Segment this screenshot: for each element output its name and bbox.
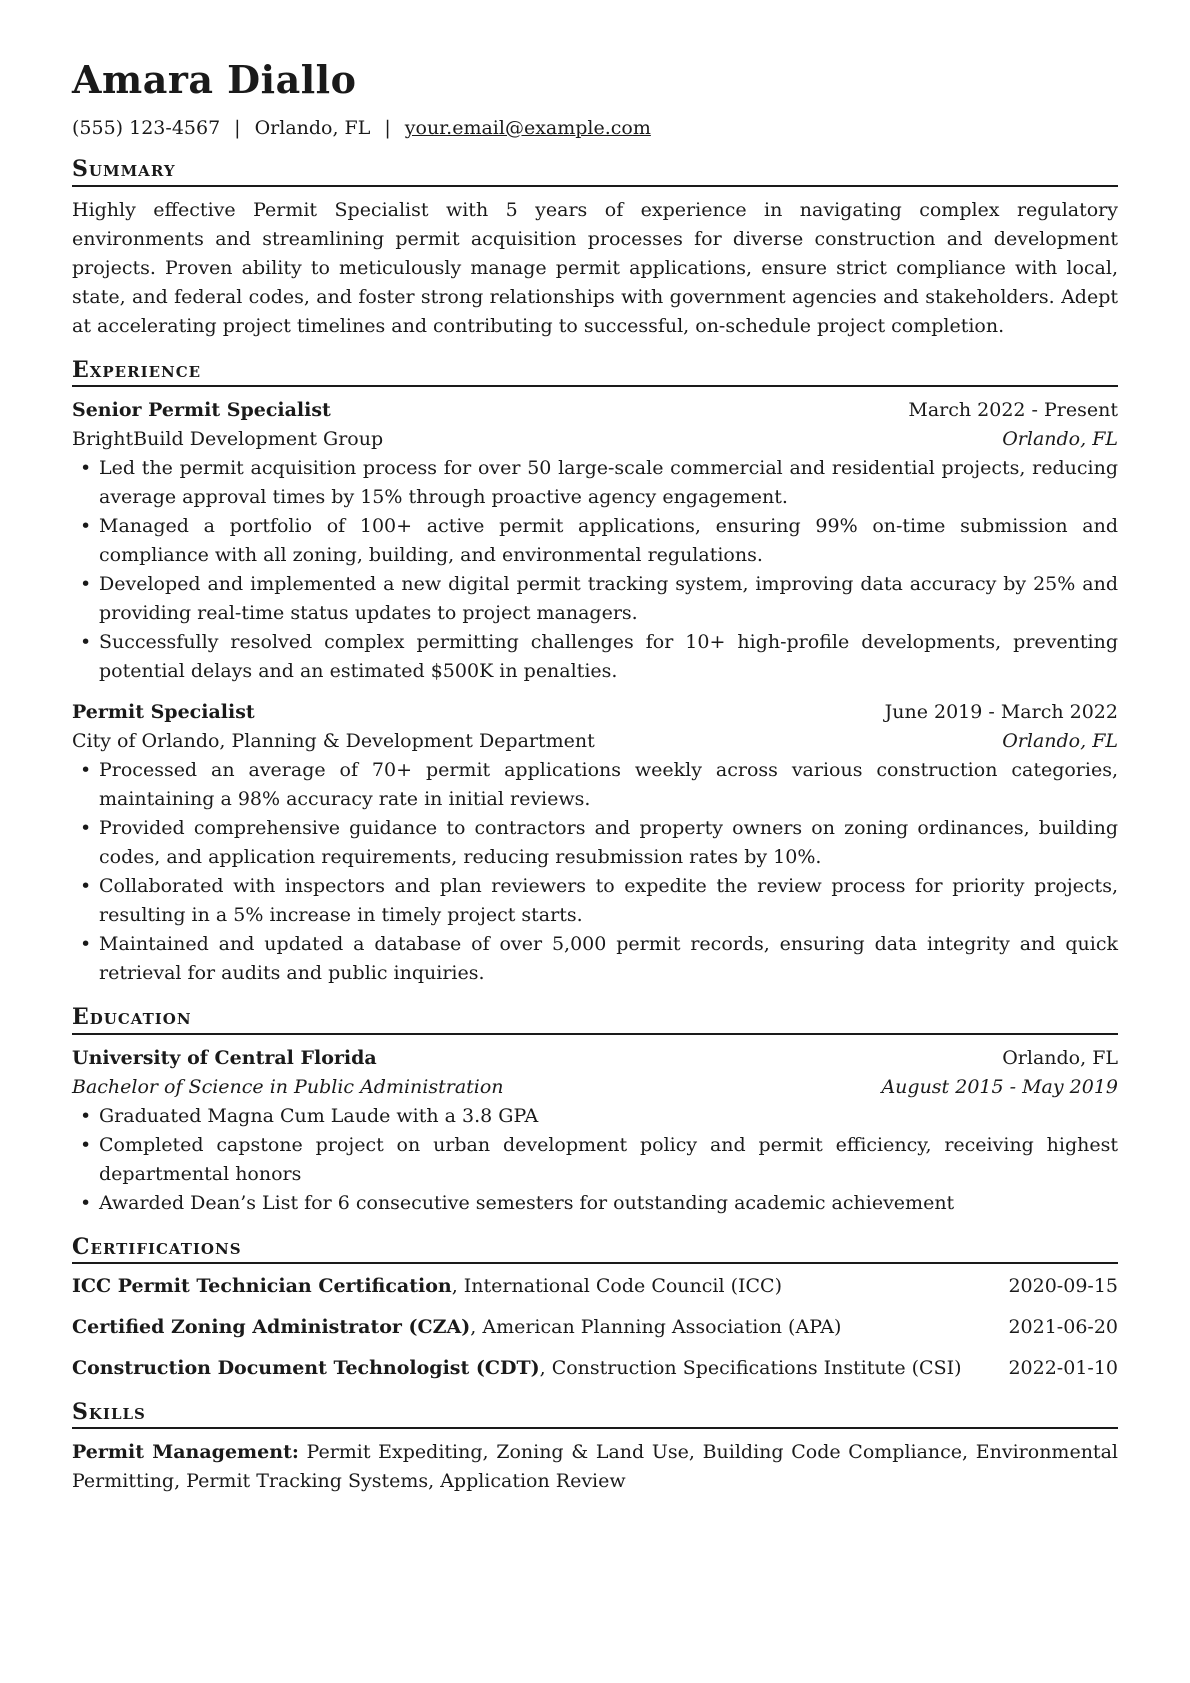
section-title-experience: Experience <box>72 357 1118 387</box>
degree: Bachelor of Science in Public Administration <box>72 1075 504 1098</box>
cert-issuer: , American Planning Association (APA) <box>470 1315 842 1338</box>
cert-name: ICC Permit Technician Certification <box>72 1274 452 1297</box>
bullet-item: • Processed an average of 70+ permit applications weekly across various construction categories, maintaining a 98% accuracy rate in initial reviews. <box>72 756 1118 814</box>
education-bullets <box>72 1102 1118 1218</box>
section-title-skills: Skills <box>72 1399 1118 1429</box>
bullet-item: • Completed capstone project on urban development policy and permit efficiency, receiving highest departmental honors <box>72 1131 1118 1189</box>
certification-row <box>72 1272 1118 1301</box>
certification-row <box>72 1354 1118 1383</box>
school-name: University of Central Florida <box>72 1046 377 1069</box>
section-title-summary: Summary <box>72 156 1118 186</box>
cert-issuer: , Construction Specifications Institute (CSI) <box>539 1356 962 1379</box>
job-bullets <box>72 756 1118 988</box>
cert-date: 2020-09-15 <box>1008 1274 1118 1297</box>
location: Orlando, FL <box>254 116 371 139</box>
skills-list: Permit Expediting, Zoning & Land Use, Building Code Compliance, Environmental Permitting, Permit Tracking Systems, Application Review <box>72 1441 1118 1493</box>
job-dates: June 2019 - March 2022 <box>884 701 1118 724</box>
bullet-item: • Awarded Dean’s List for 6 consecutive semesters for outstanding academic achievement <box>72 1189 1118 1218</box>
separator: | <box>234 116 241 139</box>
bullet-item: • Led the permit acquisition process for over 50 large-scale commercial and residential projects, reducing average approval times by 15% through proactive agency engagement. <box>72 454 1118 512</box>
job-location: Orlando, FL <box>1002 428 1118 451</box>
section-title-certifications: Certifications <box>72 1234 1118 1264</box>
school-location: Orlando, FL <box>1002 1046 1118 1069</box>
phone: (555) 123-4567 <box>72 116 221 139</box>
skills-line <box>72 1438 1118 1496</box>
bullet-item: • Successfully resolved complex permitting challenges for 10+ high-profile developments, preventing potential delays and an estimated $500K in penalties. <box>72 628 1118 686</box>
job-entry <box>72 698 1118 988</box>
job-role: Senior Permit Specialist <box>72 399 331 422</box>
separator: | <box>384 116 391 139</box>
job-role: Permit Specialist <box>72 701 255 724</box>
cert-date: 2022-01-10 <box>1008 1356 1118 1379</box>
bullet-item: • Collaborated with inspectors and plan reviewers to expedite the review process for priority projects, resulting in a 5% increase in timely project starts. <box>72 872 1118 930</box>
bullet-item: • Managed a portfolio of 100+ active permit applications, ensuring 99% on-time submission and compliance with all zoning, building, and environmental regulations. <box>72 512 1118 570</box>
cert-issuer: , International Code Council (ICC) <box>451 1274 783 1297</box>
contact-line <box>72 116 1118 141</box>
job-company: BrightBuild Development Group <box>72 428 384 451</box>
skills-category: Permit Management: <box>72 1441 299 1464</box>
section-title-education: Education <box>72 1004 1118 1034</box>
cert-name: Construction Document Technologist (CDT) <box>72 1356 540 1379</box>
bullet-item: • Graduated Magna Cum Laude with a 3.8 GPA <box>72 1102 1118 1131</box>
job-bullets <box>72 454 1118 686</box>
cert-date: 2021-06-20 <box>1008 1315 1118 1338</box>
education-dates: August 2015 - May 2019 <box>881 1075 1118 1098</box>
job-location: Orlando, FL <box>1002 730 1118 753</box>
job-entry <box>72 396 1118 686</box>
job-dates: March 2022 - Present <box>908 399 1118 422</box>
job-company: City of Orlando, Planning & Development Department <box>72 730 595 753</box>
cert-name: Certified Zoning Administrator (CZA) <box>72 1315 471 1338</box>
bullet-item: • Provided comprehensive guidance to contractors and property owners on zoning ordinances, building codes, and application requirements, reducing resubmission rates by 10%. <box>72 814 1118 872</box>
bullet-item: • Developed and implemented a new digital permit tracking system, improving data accuracy by 25% and providing real-time status updates to project managers. <box>72 570 1118 628</box>
bullet-item: • Maintained and updated a database of over 5,000 permit records, ensuring data integrity and quick retrieval for audits and public inquiries. <box>72 930 1118 988</box>
email-link[interactable]: your.email@example.com <box>404 116 651 139</box>
certification-row <box>72 1313 1118 1342</box>
candidate-name: Amara Diallo <box>72 57 357 102</box>
summary-text: Highly effective Permit Specialist with 5 years of experience in navigating complex regulatory environments and streamlining permit acquisition processes for diverse construction and development projects. Proven ability to meticulously manage permit applications, ensure strict compliance with local, state, and federal codes, and foster strong relationships with government agencies and stakeholders. Adept at accelerating project timelines and contributing to successful, on-schedule project completion. <box>72 198 1118 337</box>
